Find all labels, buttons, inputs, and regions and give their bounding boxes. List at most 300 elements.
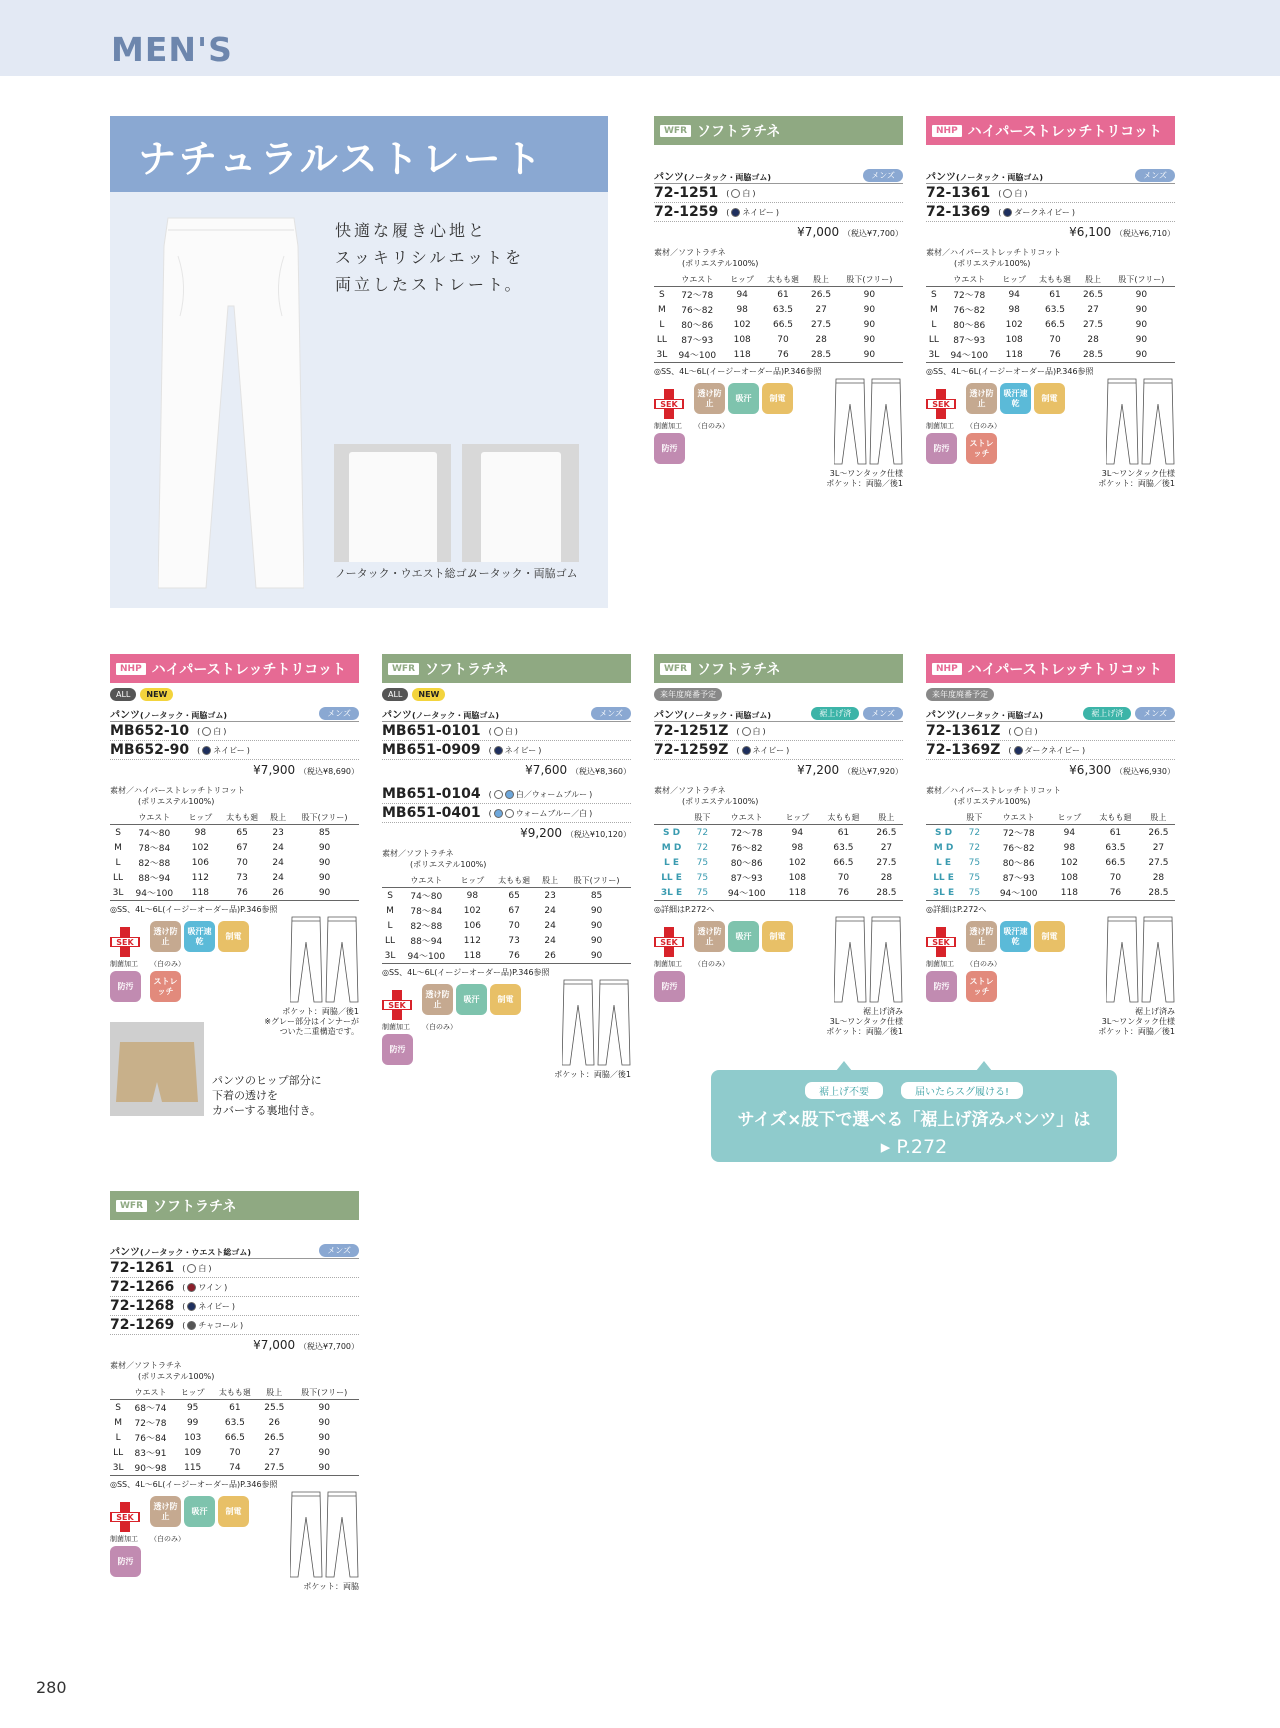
feature-icon: 透け防止: [150, 921, 181, 952]
product-code: 72-1259Z: [654, 742, 729, 758]
callout-page-link[interactable]: ▸ P.272: [880, 1136, 948, 1158]
size-table-header: ヒップ: [725, 273, 760, 287]
size-cell: 26.5: [1148, 827, 1169, 838]
size-cell: 90: [863, 334, 876, 345]
size-cell: LL: [113, 872, 124, 883]
color-label: [197, 726, 226, 737]
pants-sketch: [834, 915, 904, 1005]
size-cell: 67: [236, 842, 248, 853]
material-line: [654, 247, 903, 258]
product-code-row: [382, 804, 631, 823]
size-table-header: [110, 1386, 126, 1400]
size-cell: LL: [928, 334, 939, 345]
paren: ): [246, 745, 250, 755]
svg-text:SEK: SEK: [116, 1513, 134, 1522]
badge-group: [1083, 707, 1175, 720]
lining-text-line: 下着の透けを: [212, 1089, 278, 1102]
sketch-caption: [264, 1007, 359, 1037]
title-row: [110, 705, 359, 722]
size-cell: 98: [1008, 304, 1020, 315]
title-text: パンツ: [926, 171, 956, 183]
size-cell: L E: [936, 857, 952, 868]
product-code: MB651-0101: [382, 723, 481, 739]
size-cell: 27: [880, 842, 893, 853]
size-cell: 80～86: [953, 321, 986, 331]
paren: ): [1034, 726, 1038, 736]
size-table-header: 股下: [689, 811, 715, 825]
size-table-header: [926, 811, 961, 825]
size-table: [110, 1386, 359, 1476]
color-label: [182, 1263, 211, 1274]
paren: (: [488, 789, 492, 799]
size-cell: 118: [183, 885, 219, 901]
fabric-tag: NHP: [932, 125, 962, 137]
sketch-caption-line: ポケット：両脇／後1: [826, 479, 903, 488]
white-only-label: （白のみ）: [694, 422, 729, 430]
size-cell: 94～100: [988, 885, 1050, 901]
size-cell: 87～93: [730, 874, 763, 884]
size-cell: 109: [184, 1447, 202, 1458]
product-code-row: [110, 741, 359, 760]
white-only-label: （白のみ）: [150, 1535, 185, 1543]
size-table-row: [110, 1415, 359, 1430]
sketch-caption: [1098, 469, 1175, 489]
size-cell: 90: [318, 872, 331, 883]
size-cell: 74～80: [138, 829, 171, 839]
size-cell: 24: [544, 905, 556, 916]
fabric-header: [110, 654, 359, 683]
size-cell: 90: [590, 920, 603, 931]
size-table-row: [110, 855, 359, 870]
size-table-header: 太もも廻: [1032, 273, 1079, 287]
size-cell: 27: [815, 304, 827, 315]
size-cell: 76～82: [681, 306, 714, 316]
lining-text: [212, 1073, 322, 1118]
size-cell: 87～93: [953, 336, 986, 346]
product-code-row: [654, 203, 903, 222]
sketch-caption-line: ポケット：両脇／後1: [282, 1007, 359, 1016]
product-block: [926, 654, 1175, 1036]
size-table-header: ウエスト: [398, 874, 454, 888]
size-cell: 75: [696, 872, 709, 883]
feature-icon: 吸汗: [728, 921, 759, 952]
size-cell: 72: [968, 842, 981, 853]
product-code-row: [382, 722, 631, 741]
callout-tag: 届いたらスグ履ける!: [901, 1082, 1023, 1099]
size-cell: 94～100: [670, 347, 725, 363]
flag-badge: ALL: [110, 688, 136, 701]
product-code: 72-1261: [110, 1260, 175, 1276]
color-name: ダークネイビー: [1014, 207, 1070, 217]
product-block: [110, 1191, 359, 1596]
size-cell: 3L: [926, 347, 942, 363]
size-cell: 75: [961, 885, 987, 901]
size-cell: 72～78: [953, 291, 986, 301]
product-code: 72-1266: [110, 1279, 175, 1295]
size-cell: 73: [508, 935, 520, 946]
size-cell: 90: [1135, 304, 1148, 315]
color-name: 白: [742, 188, 751, 198]
sek-sublabel: 制菌加工: [110, 960, 138, 968]
size-table-row: [926, 347, 1175, 363]
hero-copy-line: スッキリシルエットを: [335, 248, 525, 267]
size-cell: 76～84: [134, 1434, 167, 1444]
size-table-header: ヒップ: [455, 874, 491, 888]
size-cell: 102: [1005, 319, 1023, 330]
callout-pointer: [836, 1061, 852, 1071]
color-dot: [1014, 727, 1023, 736]
fabric-tag: NHP: [932, 663, 962, 675]
size-table-row: [926, 317, 1175, 332]
category-badge: 裾上げ済: [811, 707, 859, 720]
size-cell: 70: [1109, 872, 1122, 883]
product-block: [110, 654, 359, 1036]
size-table-row: [926, 332, 1175, 347]
size-cell: 90: [863, 319, 876, 330]
size-cell: 94: [1063, 827, 1076, 838]
size-table-row: [654, 287, 903, 303]
feature-icons: [110, 921, 359, 1036]
feature-icon: 防汚: [654, 971, 685, 1002]
color-name: ウォームブルー／白: [515, 808, 588, 818]
tax-suffix: ）: [623, 767, 631, 776]
sketch-caption-line: 3L～ワンタック仕様: [829, 469, 903, 478]
paren: (: [197, 726, 201, 736]
size-note: ◎詳細はP.272へ: [926, 905, 987, 914]
feature-icon: 吸汗: [184, 1496, 215, 1527]
material: [654, 247, 903, 269]
price-value: ¥7,900: [253, 763, 296, 777]
size-table-header: 股下(フリー): [836, 273, 903, 287]
title-text: パンツ: [926, 709, 956, 721]
material-sub: (ポリエステル100%): [410, 860, 487, 869]
material-sub: (ポリエステル100%): [954, 797, 1031, 806]
size-table-header: 太もも廻: [817, 811, 870, 825]
size-table-header: [654, 273, 670, 287]
paren: ): [1082, 745, 1086, 755]
size-table-header: 股上: [266, 811, 290, 825]
sketch-caption-line: ※グレー部分はインナーが: [264, 1017, 359, 1026]
tax-suffix: ）: [351, 767, 359, 776]
material: [926, 247, 1175, 269]
material-prefix: 素材／: [382, 849, 406, 858]
sketch-caption: [303, 1582, 359, 1592]
size-cell: 3L: [110, 885, 126, 901]
product-title: [926, 706, 1043, 721]
size-cell: 24: [544, 935, 556, 946]
size-cell: 76: [1089, 885, 1142, 901]
size-cell: 90: [590, 935, 603, 946]
title-sub: (ノータック・両脇ゴム): [956, 710, 1044, 720]
size-table-header: 股上: [538, 874, 562, 888]
size-table-header: 股上: [870, 811, 903, 825]
hero-pants-image: [158, 216, 304, 591]
size-cell: 76～82: [953, 306, 986, 316]
section-title: MEN'S: [111, 30, 233, 69]
tax-prefix: （税込: [843, 767, 867, 776]
category-badge: メンズ: [319, 707, 359, 720]
size-table-header: 股上: [259, 1386, 289, 1400]
tax-suffix: ）: [623, 830, 631, 839]
badge-group: [319, 707, 359, 720]
size-table: [926, 811, 1175, 901]
material-prefix: 素材／: [926, 248, 950, 257]
product-title: [382, 706, 499, 721]
color-name: 白: [504, 726, 513, 736]
sketch-caption: [826, 469, 903, 489]
color-name: チャコール: [198, 1320, 238, 1330]
size-cell: 94: [736, 289, 748, 300]
size-cell: 90: [1135, 334, 1148, 345]
material-prefix: 素材／: [654, 786, 678, 795]
size-cell: 68～74: [134, 1404, 167, 1414]
title-sub: (ノータック・両脇ゴム): [684, 172, 772, 182]
size-cell: 63.5: [1105, 842, 1126, 853]
size-cell: 26.5: [1083, 289, 1104, 300]
size-table-header: 太もも廻: [760, 273, 807, 287]
size-table-row: [110, 840, 359, 855]
pants-sketch: [1106, 915, 1176, 1005]
tax-prefix: （税込: [299, 1342, 323, 1351]
paren: (: [182, 1320, 186, 1330]
size-cell: S: [387, 890, 393, 901]
tax-prefix: （税込: [565, 830, 590, 839]
price: [382, 763, 631, 777]
color-label: [736, 726, 765, 737]
size-cell: 75: [968, 857, 981, 868]
feature-icon: 防汚: [110, 1546, 141, 1577]
size-cell: 94: [1008, 289, 1020, 300]
size-table-row: [926, 287, 1175, 303]
size-cell: 80～86: [681, 321, 714, 331]
title-row: [926, 705, 1175, 722]
color-label: [182, 1320, 243, 1331]
size-cell: 75: [968, 872, 981, 883]
size-cell: 26.5: [264, 1432, 285, 1443]
fabric-name: ハイパーストレッチトリコット: [151, 661, 346, 678]
paren: ): [514, 726, 518, 736]
feature-icon: 防汚: [926, 971, 957, 1002]
lining-photo: [110, 1022, 204, 1116]
size-table-header: ウエスト: [716, 811, 778, 825]
size-cell: 3L E: [926, 885, 961, 901]
color-label: [1008, 745, 1085, 756]
color-dot: [742, 746, 751, 755]
size-table-row: [382, 948, 631, 964]
size-cell: 27.5: [259, 1460, 289, 1476]
size-cell: 72～78: [730, 829, 763, 839]
size-cell: 94～100: [716, 885, 778, 901]
size-cell: 28: [815, 334, 827, 345]
color-name: ネイビー: [198, 1301, 230, 1311]
size-cell: 90: [562, 948, 631, 964]
size-table-header: [926, 273, 942, 287]
size-cell: 94～100: [942, 347, 997, 363]
size-cell: 72～78: [681, 291, 714, 301]
size-cell: 102: [463, 905, 481, 916]
category-badge: メンズ: [863, 169, 903, 182]
lining-text-line: カバーする裏地付き。: [212, 1104, 322, 1117]
size-table-header: ヒップ: [183, 811, 219, 825]
product-code: 72-1361: [926, 185, 991, 201]
pants-sketch: [1106, 377, 1176, 467]
size-table-header: 太もも廻: [218, 811, 266, 825]
paren: ): [240, 1320, 244, 1330]
product-code-row: [926, 203, 1175, 222]
color-dot: [505, 790, 514, 799]
tax-price: [1115, 767, 1175, 776]
size-table-row: [110, 1430, 359, 1445]
color-label: [489, 789, 593, 800]
size-cell: 112: [463, 935, 481, 946]
size-note: ◎SS、4L～6L(イージーオーダー品)P.346参照: [110, 905, 278, 914]
callout-main: サイズ×股下で選べる「裾上げ済みパンツ」は: [737, 1110, 1091, 1130]
product-block: [382, 654, 631, 1084]
flag-badge: 来年度廃番予定: [926, 688, 994, 701]
material: [382, 848, 631, 870]
size-cell: 95: [186, 1402, 199, 1413]
tax-price: [843, 229, 903, 238]
feature-icon: 透け防止: [694, 921, 725, 952]
size-cell: 90: [318, 857, 331, 868]
color-dot: [494, 790, 503, 799]
color-label: [489, 808, 593, 819]
size-cell: 76: [760, 347, 807, 363]
size-cell: 87～93: [681, 336, 714, 346]
color-dot: [494, 809, 503, 818]
color-label: [489, 745, 542, 756]
tax-value: ¥10,120: [589, 830, 623, 839]
tax-price: [299, 767, 359, 776]
flag-row: [382, 688, 631, 701]
size-cell: S: [659, 289, 665, 300]
size-cell: L: [659, 319, 665, 330]
sketch-caption-line: 3L～ワンタック仕様: [1101, 469, 1175, 478]
color-label: [182, 1301, 235, 1312]
material-line: [110, 1360, 359, 1371]
size-cell: 66.5: [833, 857, 854, 868]
thumb-caption: ノータック・両脇ゴム: [468, 567, 578, 580]
color-label: [736, 745, 789, 756]
sketch-caption-line: 裾上げ済み: [1135, 1007, 1175, 1016]
fabric-header: [926, 654, 1175, 683]
size-cell: 75: [689, 885, 715, 901]
size-cell: 112: [191, 872, 209, 883]
sek-sublabel: 制菌加工: [654, 422, 682, 430]
size-cell: 90: [318, 1447, 330, 1458]
paren: ): [538, 745, 542, 755]
category-badge: メンズ: [1135, 707, 1175, 720]
color-dot: [731, 189, 740, 198]
size-table-header: 股上: [1078, 273, 1107, 287]
white-only-label: （白のみ）: [966, 960, 1001, 968]
size-table-header: 太もも廻: [490, 874, 538, 888]
size-table-row: [654, 885, 903, 901]
price-value: ¥7,600: [525, 763, 568, 777]
title-row: [654, 705, 903, 722]
size-table-header: [110, 811, 126, 825]
size-table-row: [926, 855, 1175, 870]
size-cell: 24: [272, 857, 284, 868]
size-cell: 102: [1060, 857, 1078, 868]
feature-icon: 制電: [218, 1496, 249, 1527]
paren: (: [736, 745, 740, 755]
hero-panel: [110, 116, 608, 608]
paren: (: [1008, 745, 1012, 755]
size-cell: 88～94: [138, 874, 171, 884]
size-cell: 78～84: [138, 844, 171, 854]
size-cell: 88～94: [410, 937, 443, 947]
white-only-label: （白のみ）: [966, 422, 1001, 430]
size-table-row: [654, 870, 903, 885]
material-sub: (ポリエステル100%): [138, 1372, 215, 1381]
category-badge: メンズ: [863, 707, 903, 720]
size-cell: 3L: [654, 347, 670, 363]
color-dot: [494, 727, 503, 736]
material-prefix: 素材／: [110, 1361, 134, 1370]
fabric-name: ハイパーストレッチトリコット: [967, 123, 1162, 140]
feature-icon: 防汚: [382, 1034, 413, 1065]
size-table-header: ヒップ: [175, 1386, 211, 1400]
hem-callout[interactable]: [711, 1070, 1117, 1162]
product-code: 72-1361Z: [926, 723, 1001, 739]
price: [926, 763, 1175, 777]
size-cell: 66.5: [772, 319, 794, 330]
size-cell: 28: [1152, 872, 1165, 883]
pants-sketch: [290, 1490, 360, 1580]
size-cell: 26: [538, 948, 562, 964]
size-cell: 76: [218, 885, 266, 901]
price: [110, 763, 359, 777]
size-cell: S D: [935, 827, 953, 838]
size-cell: M: [657, 304, 666, 315]
thumb-waist-elastic: [334, 444, 451, 562]
paren: (: [998, 207, 1002, 217]
size-cell: 99: [186, 1417, 199, 1428]
color-dot: [494, 746, 503, 755]
size-cell: 90: [590, 905, 603, 916]
size-cell: 74～80: [410, 892, 443, 902]
size-table-row: [654, 855, 903, 870]
size-table-header: [382, 874, 398, 888]
title-text: パンツ: [110, 709, 140, 721]
feature-icon: 防汚: [110, 971, 141, 1002]
badge-group: [811, 707, 903, 720]
paren: ): [208, 1263, 212, 1273]
price: [654, 225, 903, 239]
size-cell: 90: [318, 842, 331, 853]
sek-sublabel: 制菌加工: [382, 1023, 410, 1031]
product-title: [110, 1243, 251, 1258]
size-cell: 26.5: [811, 289, 832, 300]
size-cell: 3L: [382, 948, 398, 964]
size-cell: 80～86: [730, 859, 763, 869]
price: [926, 225, 1175, 239]
size-table-row: [382, 933, 631, 948]
size-cell: 76～82: [730, 844, 763, 854]
product-code-row: [926, 741, 1175, 760]
size-cell: 87～93: [1002, 874, 1035, 884]
size-cell: 26: [266, 885, 290, 901]
size-cell: S: [115, 1402, 121, 1413]
size-cell: 28.5: [1078, 347, 1107, 363]
product-code-row: [926, 184, 1175, 203]
size-cell: 90～98: [126, 1460, 174, 1476]
size-table-header: ウエスト: [670, 273, 725, 287]
paren: (: [182, 1263, 186, 1273]
pants-sketch: [834, 377, 904, 467]
sketch-caption-line: ポケット：両脇／後1: [554, 1070, 631, 1079]
